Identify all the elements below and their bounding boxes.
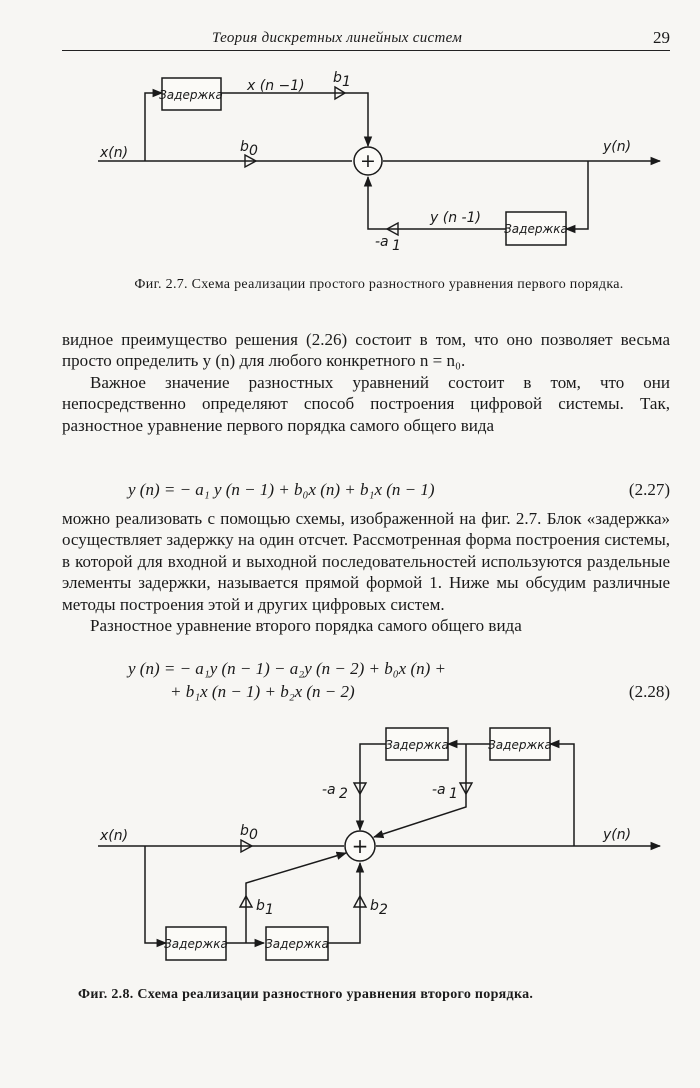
fig1-label-b1-sub: 1: [342, 74, 351, 90]
figure-2-7-caption: Фиг. 2.7. Схема реализации простого разностного уравнения первого порядка.: [134, 277, 624, 292]
fig1-label-b1: b: [333, 70, 342, 86]
fig1-label-y-n: y(n): [603, 139, 632, 155]
fig2-adder-sign: +: [351, 834, 369, 858]
fig1-label-minus-a1-sub: 1: [392, 238, 401, 254]
equation-2-27-number: (2.27): [628, 480, 670, 499]
equation-2-27: y (n) = − a₁ y (n − 1) + b₀x (n) + b₁x (n − 1): [128, 480, 435, 499]
fig2-label-x-n: x(n): [100, 828, 129, 844]
paragraph-2: Важное значение разностных уравнений состоит в том, что они непосредственно определяют способ построения цифровой системы. Так, разностное уравнение первого порядка самого общего вида: [62, 372, 670, 435]
fig1-branch-to-delay: [145, 93, 162, 161]
fig2-label-b2: b: [370, 898, 379, 914]
figure-2-8-caption: Фиг. 2.8. Схема реализации разностного уравнения второго порядка.: [78, 987, 534, 1002]
fig2-label-minus-a2: -a: [322, 782, 336, 798]
fig1-label-b0: b: [240, 139, 249, 155]
fig2-in-delay-1-label: Задержка: [164, 937, 228, 951]
fig2-label-b0: b: [240, 823, 249, 839]
fig1-label-b0-sub: 0: [249, 143, 258, 159]
paragraph-3: можно реализовать с помощью схемы, изображенной на фиг. 2.7. Блок «задержка» осуществляет задержку на один отсчет. Рассмотренная форма построения системы, в которой для входной и выходной последовательностей используются раздельные элементы задержки, называется прямой формой 1. Ниже мы обсудим различные методы построения этой и других цифровых систем.: [62, 509, 670, 614]
equation-2-28-number: (2.28): [628, 682, 670, 701]
fig1-label-x-n: x(n): [100, 145, 129, 161]
fig2-label-y-n: y(n): [603, 827, 632, 843]
fig2-fb-delay-1-label: Задержка: [385, 738, 449, 752]
fig1-output-to-fb-delay: [566, 161, 588, 229]
fig2-label-b0-sub: 0: [249, 827, 258, 843]
fig1-delay-fb-label: Задержка: [504, 222, 568, 236]
fig1-label-minus-a1: -a: [375, 234, 389, 250]
fig1-label-x-n-minus-1: x (n −1): [247, 78, 305, 94]
body-text: [62, 329, 670, 436]
fig2-label-minus-a2-sub: 2: [339, 786, 348, 802]
body-text-2: [62, 508, 670, 636]
fig2-fb-delay-2-label: Задержка: [488, 738, 552, 752]
page-number: 29: [653, 28, 670, 47]
fig2-output-to-fb-delay: [550, 744, 574, 846]
paragraph-1: видное преимущество решения (2.26) состоит в том, что оно позволяет весьма просто определить y (n) для любого конкретного n = n₀.: [62, 330, 670, 371]
fig1-delay-top-label: Задержка: [159, 88, 223, 102]
equation-2-28-line-1: y (n) = − a₁y (n − 1) − a₂y (n − 2) + b₀x (n) +: [128, 659, 447, 678]
fig2-b2-branch: [328, 863, 360, 943]
fig2-input-to-delay: [145, 846, 166, 943]
figure-2-8-diagram: [0, 715, 700, 975]
figure-2-7-diagram: [0, 0, 700, 270]
fig2-label-b1-sub: 1: [265, 902, 274, 918]
equation-2-28-line-2: + b₁x (n − 1) + b₂x (n − 2): [170, 682, 355, 701]
paragraph-4: Разностное уравнение второго порядка самого общего вида: [90, 616, 522, 636]
fig2-label-b2-sub: 2: [379, 902, 388, 918]
fig2-in-delay-2-label: Задержка: [265, 937, 329, 951]
fig1-label-y-n-minus-1: y (n -1): [430, 210, 481, 226]
running-title: Теория дискретных линейных систем: [212, 30, 463, 46]
fig2-label-minus-a1-sub: 1: [449, 786, 458, 802]
fig1-adder-sign: +: [360, 150, 376, 172]
fig2-label-minus-a1: -a: [432, 782, 446, 798]
fig2-label-b1: b: [256, 898, 265, 914]
